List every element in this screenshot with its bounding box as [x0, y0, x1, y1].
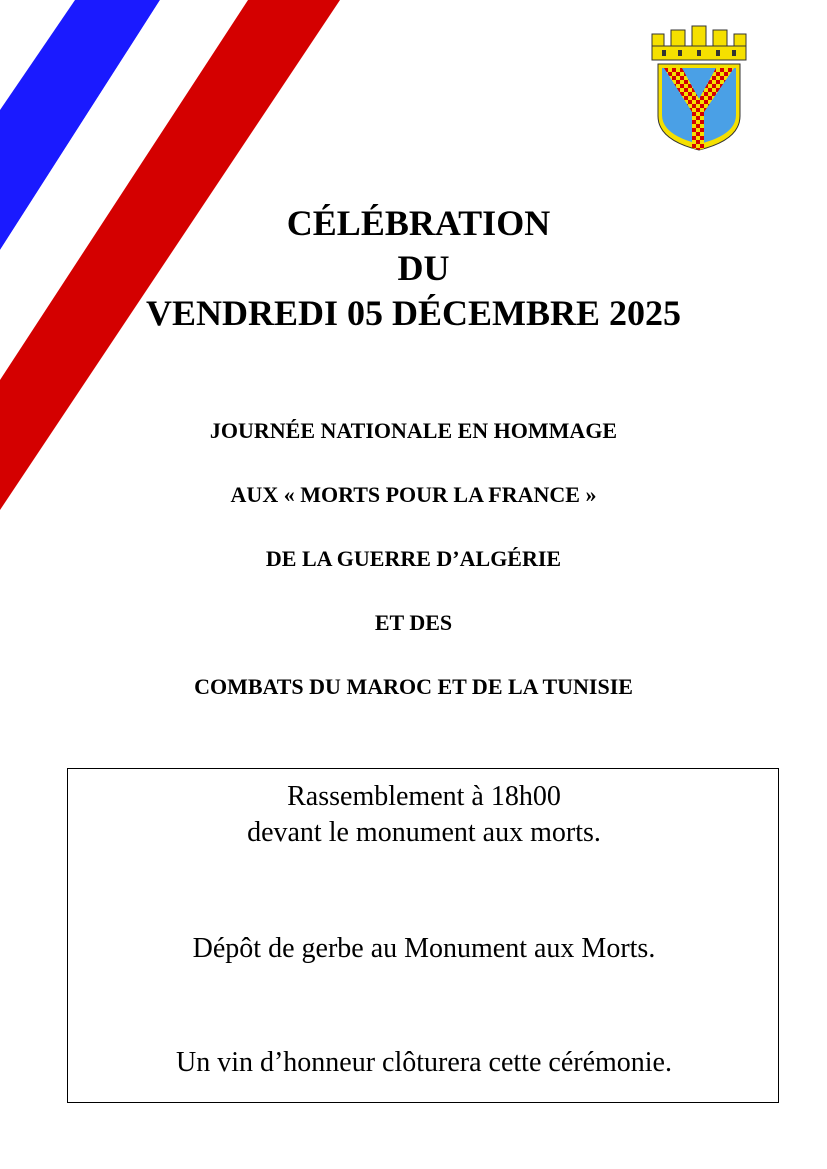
- hommage-line-4: ET DES: [374, 610, 453, 635]
- reception-note: Un vin d’honneur clôturera cette cérémonie.: [175, 1047, 672, 1078]
- gathering-place: devant le monument aux morts.: [247, 817, 601, 848]
- coat-of-arms-icon: [644, 24, 754, 154]
- event-title: [0, 201, 827, 336]
- hommage-line-2: AUX « MORTS POUR LA FRANCE »: [230, 482, 597, 507]
- event-details-box: [67, 768, 779, 1103]
- hommage-line-3: DE LA GUERRE D’ALGÉRIE: [265, 546, 562, 571]
- title-date: VENDREDI 05 DÉCEMBRE 2025: [145, 293, 682, 333]
- gathering-time: Rassemblement à 18h00: [287, 781, 561, 812]
- wreath-laying: Dépôt de gerbe au Monument aux Morts.: [192, 933, 656, 964]
- title-line-1: CÉLÉBRATION: [286, 203, 551, 243]
- hommage-line-5: COMBATS DU MAROC ET DE LA TUNISIE: [194, 674, 633, 699]
- hommage-line-1: JOURNÉE NATIONALE EN HOMMAGE: [209, 418, 618, 443]
- title-line-2: DU: [397, 248, 450, 288]
